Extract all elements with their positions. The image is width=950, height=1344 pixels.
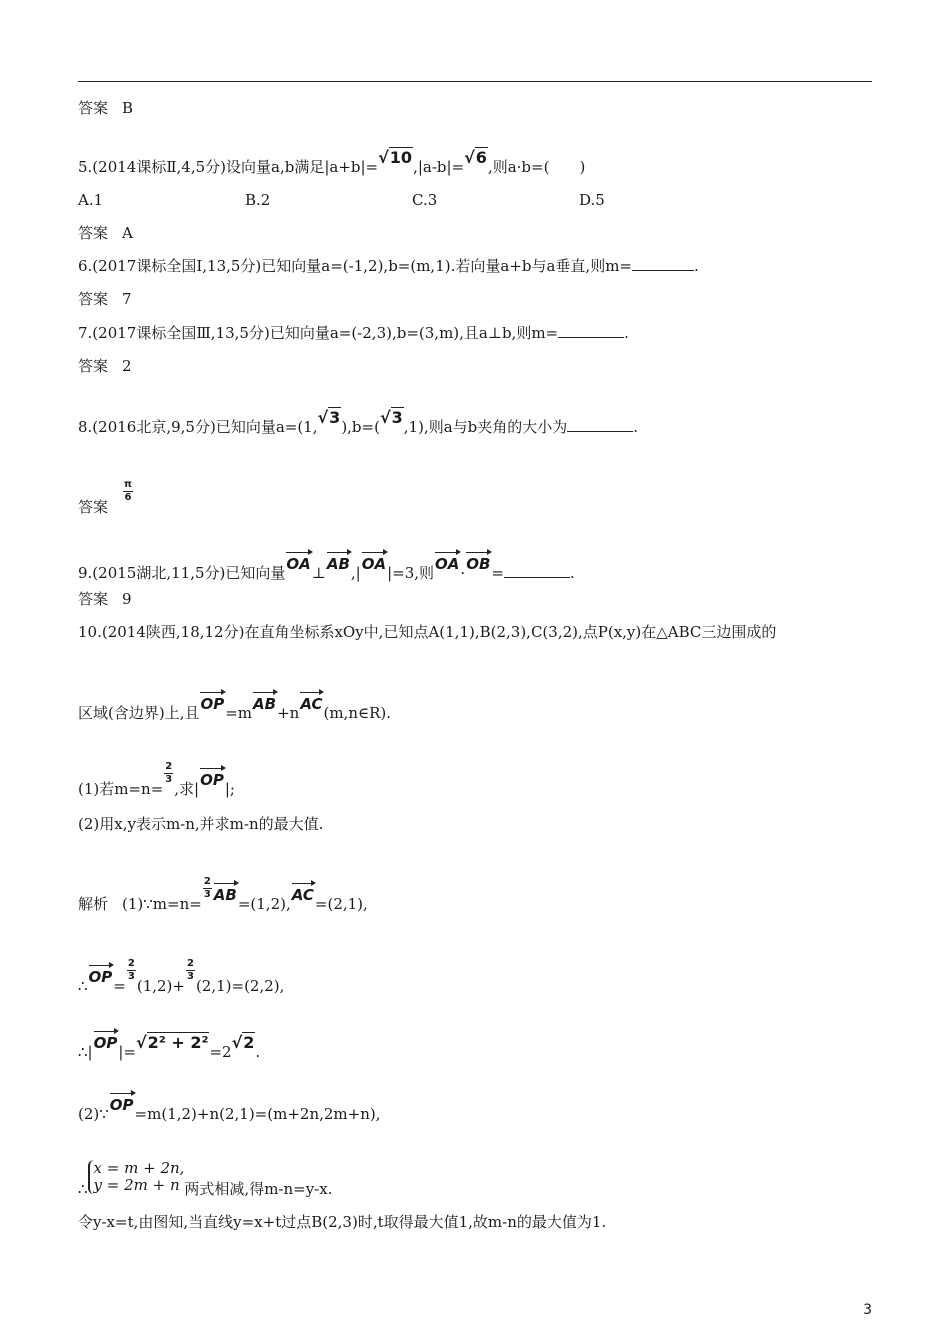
answer-blank bbox=[504, 563, 570, 578]
question-10-part-1: (1)若m=n= $\frac{2}{3}$ ,求|OP|; bbox=[78, 761, 235, 798]
sqrt-3: √3 bbox=[317, 408, 341, 427]
question-5-options bbox=[78, 190, 746, 210]
vector-ob: OB bbox=[466, 550, 490, 574]
vector-op: OP bbox=[200, 690, 224, 714]
vector-op: OP bbox=[94, 1029, 118, 1053]
question-9: 9.(2015湖北,11,5分)已知向量OA⊥AB,|OA|=3,则OA·OB= . bbox=[78, 550, 575, 583]
solution-line-3: ∴|OP|=√2² + 2²=2√2. bbox=[78, 1029, 260, 1062]
question-7: 7.(2017课标全国Ⅲ,13,5分)已知向量a=(-2,3),b=(3,m),且a⊥b,则m= . bbox=[78, 324, 629, 342]
sqrt-2: √2 bbox=[231, 1033, 255, 1052]
vector-ac: AC bbox=[300, 690, 322, 714]
fraction-two-thirds: $\frac{2}{3}$ bbox=[165, 761, 173, 785]
vector-op: OP bbox=[110, 1091, 134, 1115]
page-number: 3 bbox=[863, 1302, 872, 1318]
equation-system: x = m + 2n, y = 2m + n bbox=[88, 1160, 185, 1194]
answer-blank bbox=[632, 256, 694, 271]
vector-ac: AC bbox=[292, 881, 314, 905]
fraction-two-thirds: $\frac{2}{3}$ bbox=[127, 958, 135, 982]
option-b: B.2 bbox=[245, 191, 271, 209]
question-8: 8.(2016北京,9,5分)已知向量a=(1,√3),b=(√3,1),则a与b夹角的大小为 . bbox=[78, 408, 639, 436]
vector-op: OP bbox=[200, 766, 224, 790]
vector-oa: OA bbox=[362, 550, 386, 574]
answer-q4: 答案 B bbox=[78, 99, 134, 117]
solution-line-6: 令y-x=t,由图知,当直线y=x+t过点B(2,3)时,t取得最大值1,故m-n的最大值为1. bbox=[78, 1213, 607, 1231]
vector-ab: AB bbox=[214, 881, 237, 905]
vector-oa: OA bbox=[435, 550, 459, 574]
solution-line-4: (2)∵OP=m(1,2)+n(2,1)=(m+2n,2m+n), bbox=[78, 1091, 381, 1124]
solution-line-1: 解析 (1)∵m=n= $\frac{2}{3}$ AB=(1,2),AC=(2,1), bbox=[78, 876, 368, 913]
vector-ab: AB bbox=[253, 690, 276, 714]
fraction-two-thirds: $\frac{2}{3}$ bbox=[186, 958, 194, 982]
option-a: A.1 bbox=[78, 191, 104, 209]
option-d: D.5 bbox=[579, 191, 605, 209]
answer-blank bbox=[558, 323, 624, 338]
question-10-part-2: (2)用x,y表示m-n,并求m-n的最大值. bbox=[78, 815, 324, 833]
question-5: 5.(2014课标Ⅱ,4,5分)设向量a,b满足|a+b|=√10,|a-b|=√6,则a·b=( ) bbox=[78, 148, 586, 176]
question-6: 6.(2017课标全国Ⅰ,13,5分)已知向量a=(-1,2),b=(m,1).若向量a+b与a垂直,则m= . bbox=[78, 257, 699, 275]
answer-blank bbox=[567, 417, 633, 432]
sqrt-6: √6 bbox=[464, 148, 487, 167]
question-10-line-2: 区域(含边界)上,且OP=mAB+nAC(m,n∈R). bbox=[78, 690, 391, 723]
sqrt-sum-of-squares: √2² + 2² bbox=[135, 1033, 209, 1052]
sqrt-10: √10 bbox=[378, 148, 413, 167]
header-rule bbox=[78, 81, 872, 82]
fraction-pi-over-6: $\frac{\pi}{6}$ bbox=[124, 479, 132, 503]
question-10-line-1: 10.(2014陕西,18,12分)在直角坐标系xOy中,已知点A(1,1),B(2,3),C(3,2),点P(x,y)在△ABC三边围成的 bbox=[78, 623, 777, 641]
solution-line-2: ∴OP= $\frac{2}{3}$ (1,2)+ $\frac{2}{3}$ (2,1)=(2,2), bbox=[78, 958, 285, 995]
sqrt-3: √3 bbox=[379, 408, 403, 427]
answer-q8: 答案 $\frac{\pi}{6}$ bbox=[78, 479, 132, 516]
fraction-two-thirds: $\frac{2}{3}$ bbox=[203, 876, 211, 900]
answer-q9: 答案 9 bbox=[78, 590, 132, 608]
answer-q7: 答案 2 bbox=[78, 357, 132, 375]
answer-q5: 答案 A bbox=[78, 224, 133, 242]
vector-oa: OA bbox=[286, 550, 310, 574]
vector-op: OP bbox=[89, 963, 113, 987]
answer-q6: 答案 7 bbox=[78, 290, 132, 308]
option-c: C.3 bbox=[412, 191, 438, 209]
vector-ab: AB bbox=[327, 550, 350, 574]
solution-line-5: ∴ x = m + 2n, y = 2m + n 两式相减,得m-n=y-x. bbox=[78, 1159, 333, 1198]
